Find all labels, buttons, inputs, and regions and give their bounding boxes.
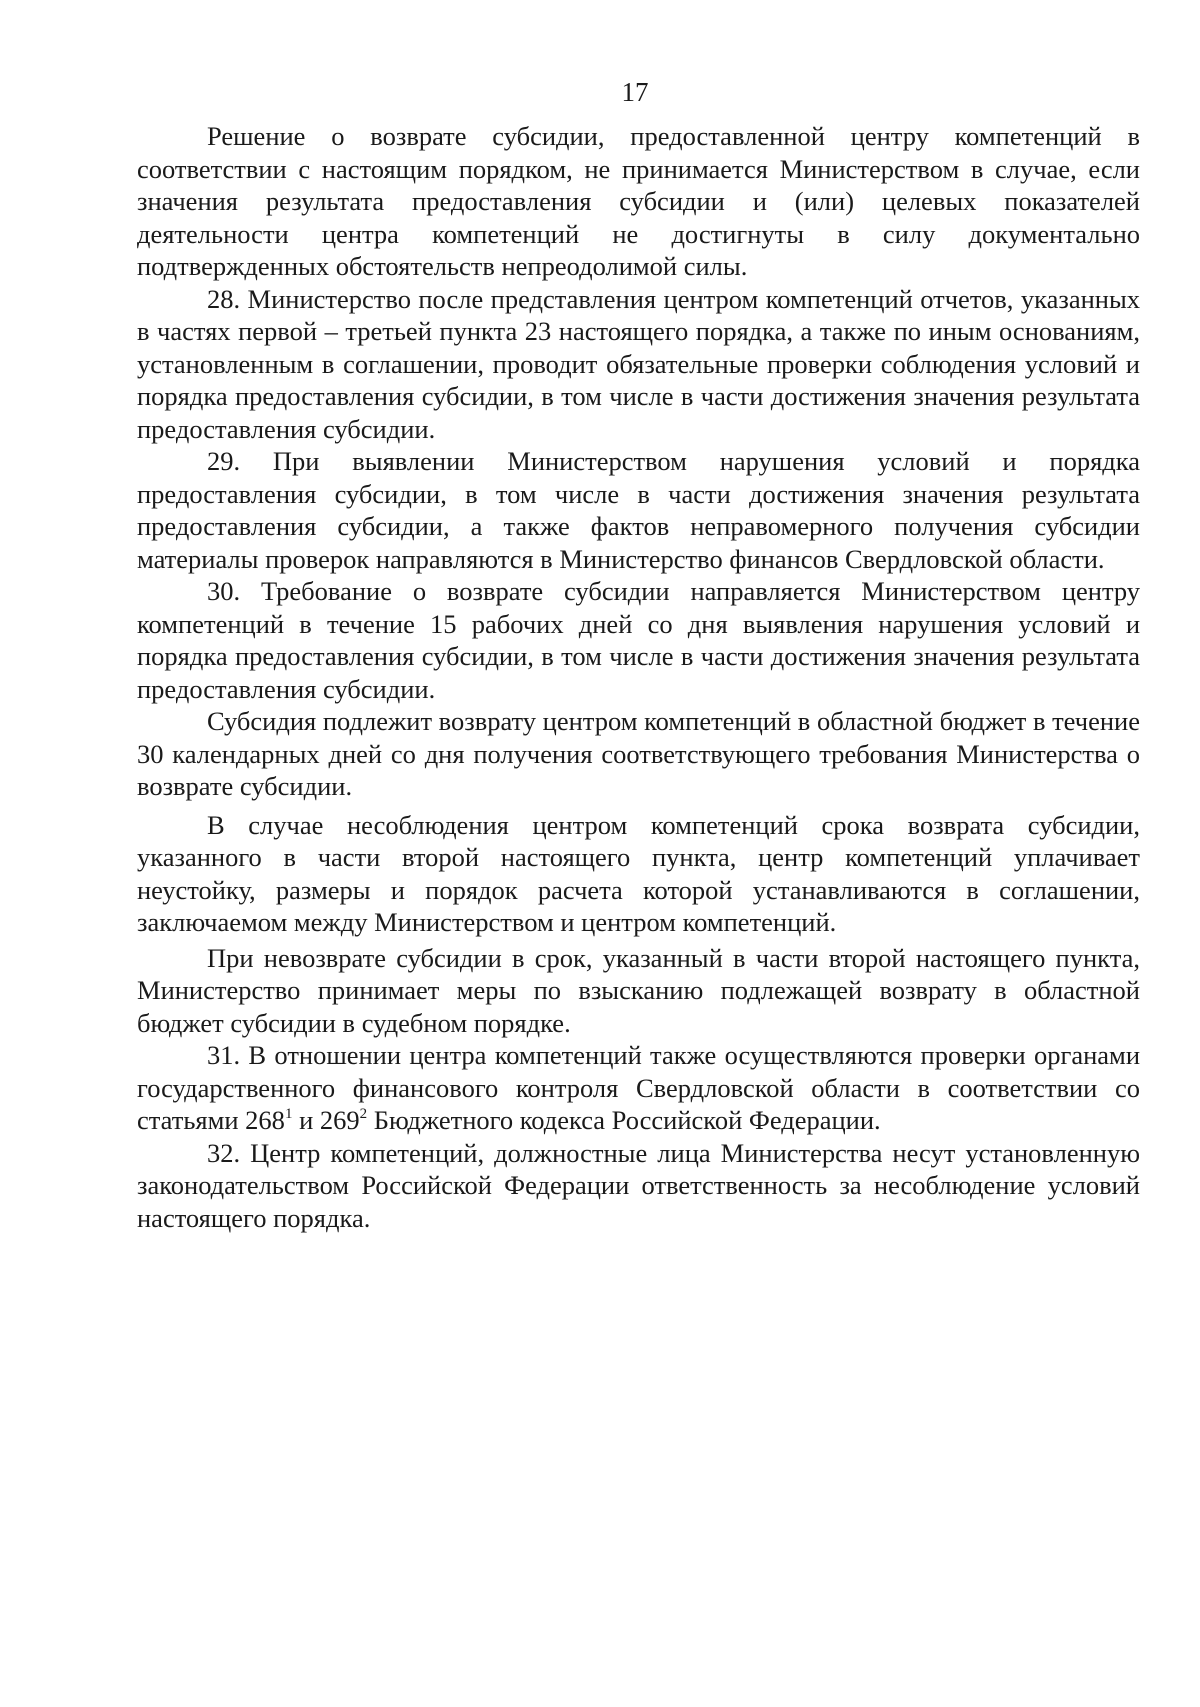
paragraph-31-text-middle: и 269 [292,1105,360,1135]
paragraph-28: 28. Министерство после представления центром компетенций отчетов, указанных в частях первой – третьей пункта 23 настоящего порядка, а также по иным основаниям, установленным в соглашении, проводит обязательные проверки соблюдения условий и порядка предоставления субсидии, в том числе в части достижения значения результата предоставления субсидии. [137,283,1140,444]
paragraph-29: 29. При выявлении Министерством нарушения условий и порядка предоставления субсидии, в том числе в части достижения значения результата предоставления субсидии, а также фактов неправомерного получения субсидии материалы проверок направляются в Министерство финансов Свердловской области. [137,446,1140,574]
paragraph-32: 32. Центр компетенций, должностные лица Министерства несут установленную законодательством Российской Федерации ответственность за несоблюдение условий настоящего порядка. [137,1137,1140,1233]
document-body [137,120,1140,1234]
paragraph-30-part-4: При невозврате субсидии в срок, указанный в части второй настоящего пункта, Министерство принимает меры по взысканию подлежащей возврату в областной бюджет субсидии в судебном порядке. [137,942,1140,1038]
page-number: 17 [621,77,649,107]
paragraph-31-text-start: 31. В отношении центра компетенций также осуществляются проверки органами государственного финансового контроля Свердловской области в соответствии со статьями 268 [137,1040,1140,1135]
footnote-superscript-1: 1 [284,1106,293,1122]
paragraph-30-part-3: В случае несоблюдения центром компетенций срока возврата субсидии, указанного в части второй настоящего пункта, центр компетенций уплачивает неустойку, размеры и порядок расчета которой устанавливаются в соглашении, заключаемом между Министерством и центром компетенций. [137,809,1140,937]
paragraph-decision-on-return: Решение о возврате субсидии, предоставленной центру компетенций в соответствии с настоящим порядком, не принимается Министерством в случае, если значения результата предоставления субсидии и (или) целевых показателей деятельности центра компетенций не достигнуты в силу документально подтвержденных обстоятельств непреодолимой силы. [137,121,1140,281]
paragraph-31-text-end: Бюджетного кодекса Российской Федерации. [367,1105,881,1135]
footnote-superscript-2: 2 [359,1106,368,1122]
paragraph-31 [137,1039,1140,1137]
paragraph-30-part-2: Субсидия подлежит возврату центром компетенций в областной бюджет в течение 30 календарных дней со дня получения соответствующего требования Министерства о возврате субсидии. [137,706,1140,801]
paragraph-30: 30. Требование о возврате субсидии направляется Министерством центру компетенций в течение 15 рабочих дней со дня выявления нарушения условий и порядка предоставления субсидии, в том числе в части достижения значения результата предоставления субсидии. [137,576,1140,704]
